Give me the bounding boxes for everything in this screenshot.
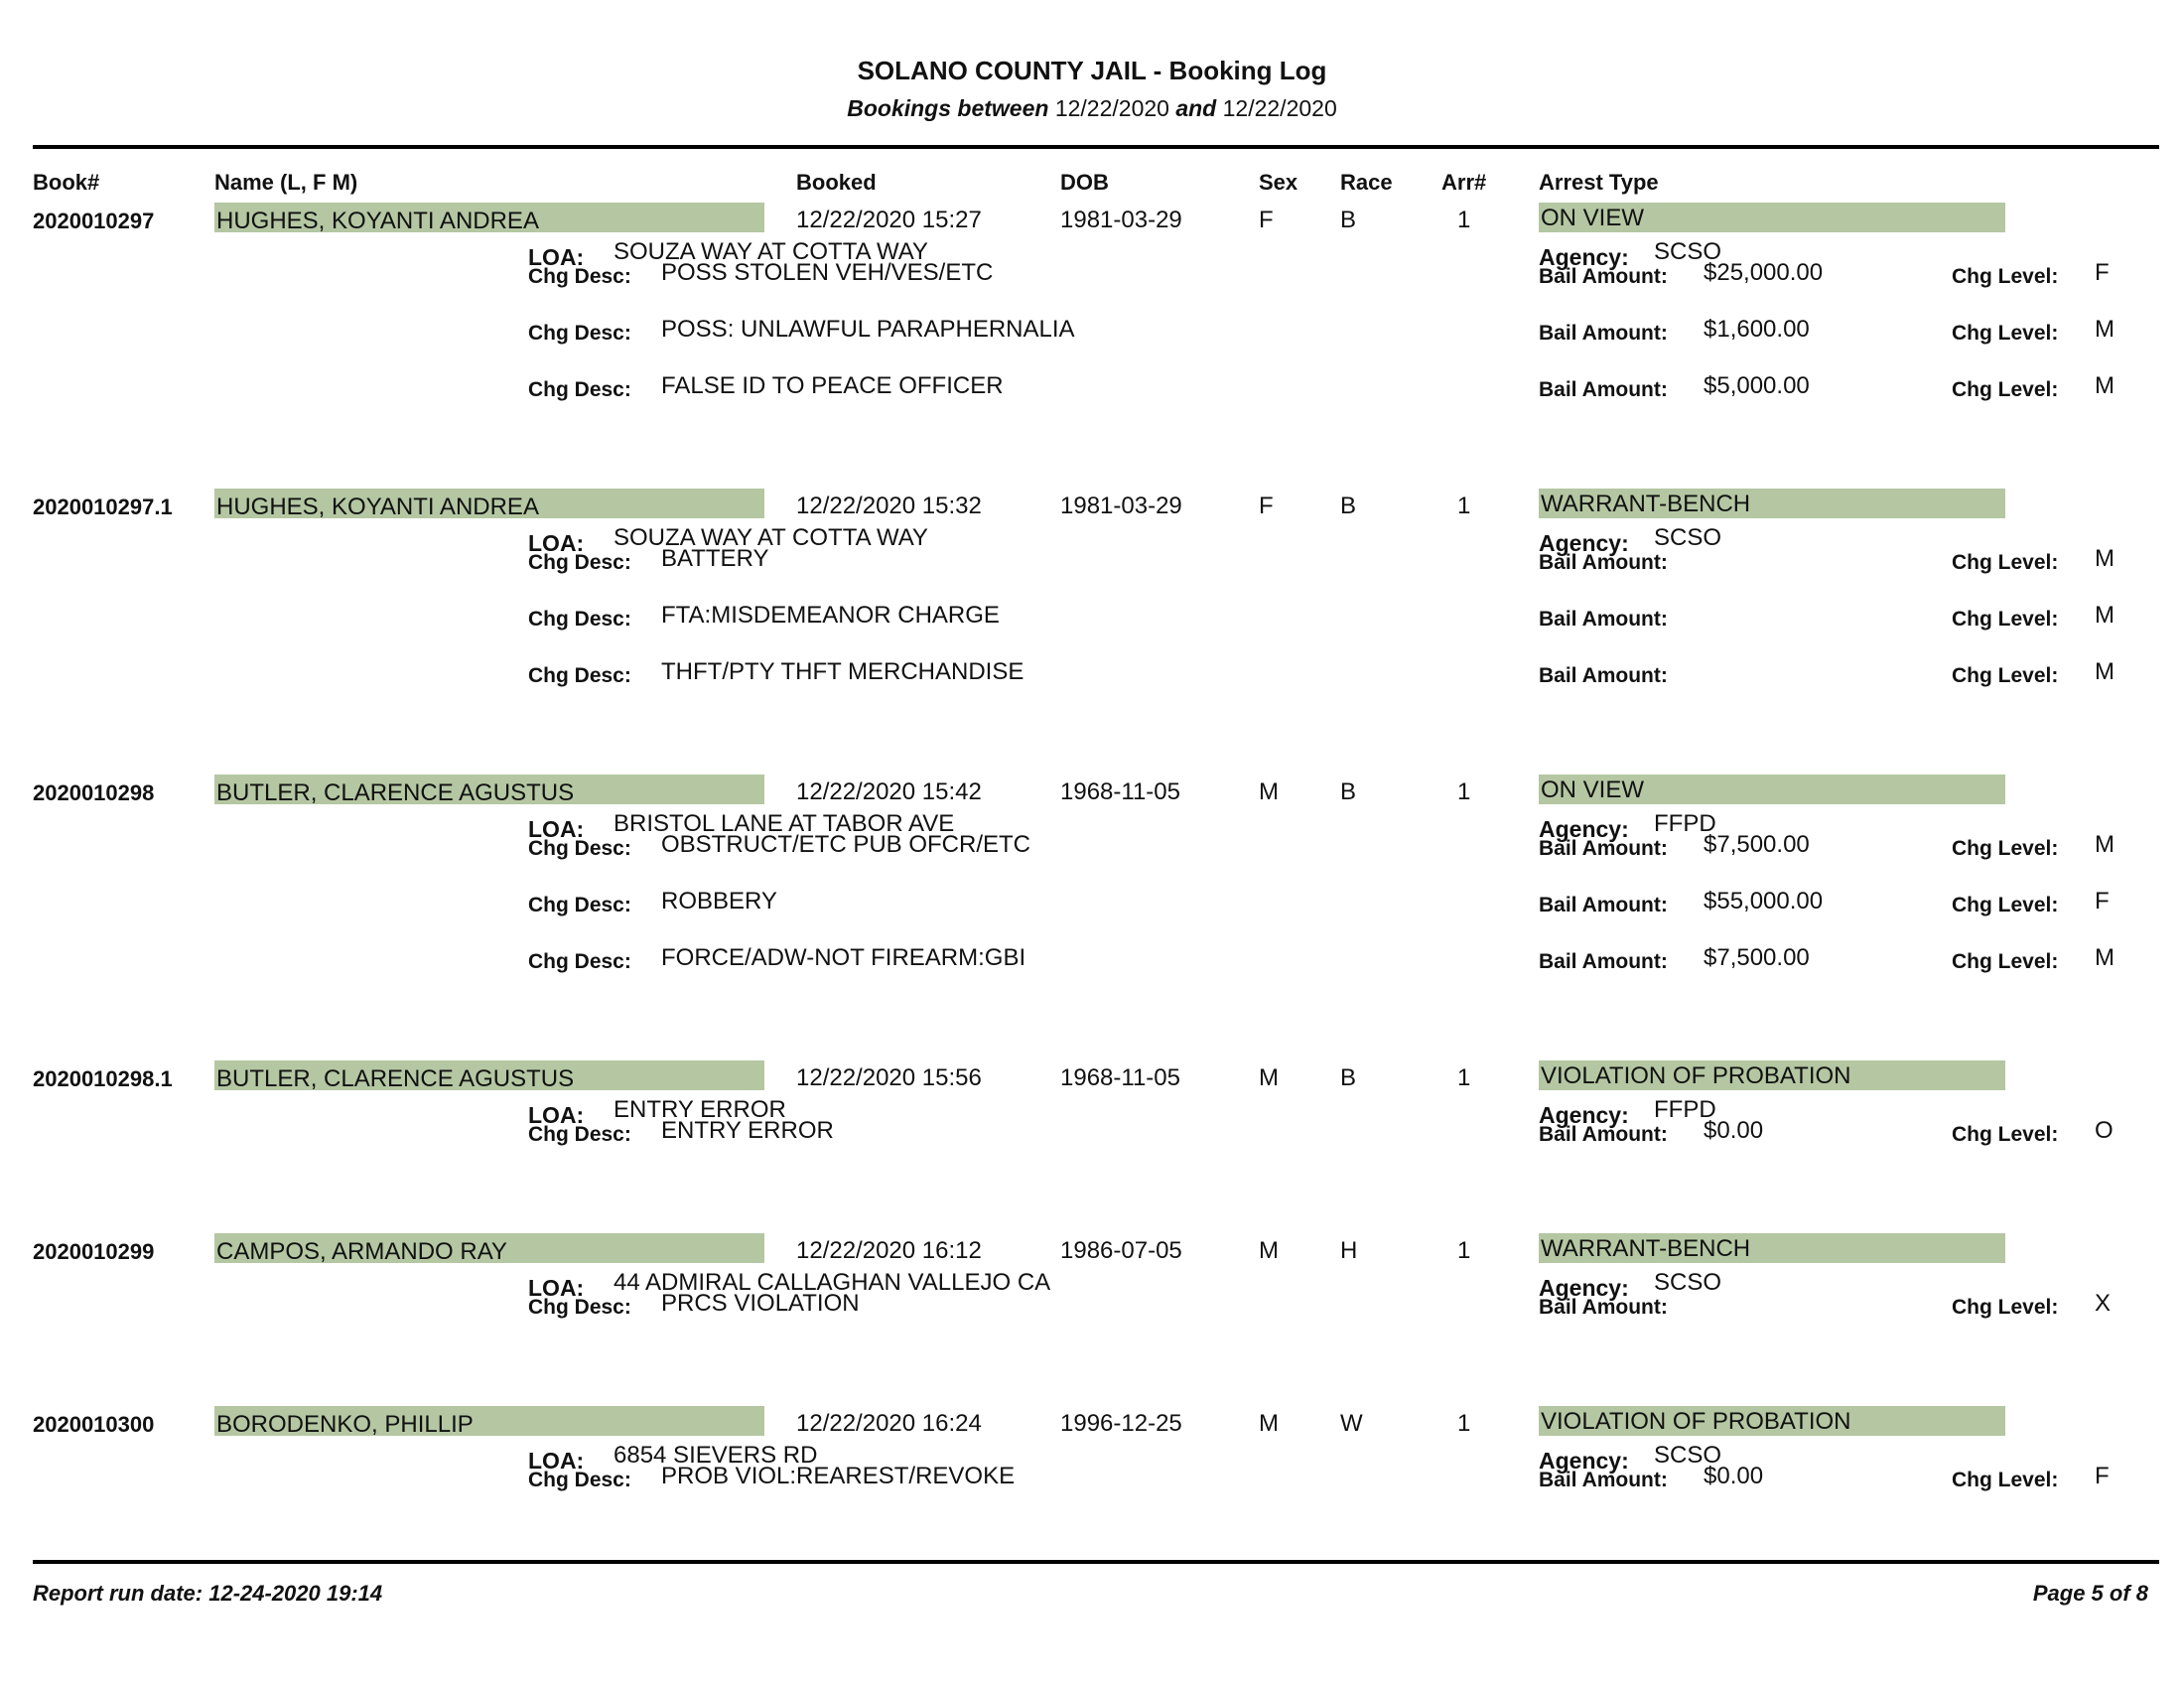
sex-value: M (1259, 1410, 1279, 1437)
loa-value: 6854 SIEVERS RD (614, 1442, 818, 1469)
charge-row (0, 259, 2184, 299)
loa-value: BRISTOL LANE AT TABOR AVE (614, 810, 955, 837)
charge-desc-value: OBSTRUCT/ETC PUB OFCR/ETC (661, 831, 1031, 858)
charge-row (0, 658, 2184, 698)
column-header-race: Race (1340, 170, 1393, 195)
race-value: H (1340, 1237, 1358, 1264)
column-header-sex: Sex (1259, 170, 1298, 195)
booked-datetime: 12/22/2020 16:12 (796, 1237, 982, 1264)
book-number: 2020010298.1 (33, 1066, 173, 1091)
subtitle-and: and (1175, 95, 1217, 121)
charge-level-value: F (2095, 888, 2110, 914)
agency-label: Agency: (1539, 1275, 1629, 1301)
sex-value: M (1259, 778, 1279, 805)
charge-level-value: M (2095, 602, 2115, 629)
sex-value: F (1259, 207, 1274, 233)
date-of-birth: 1968-11-05 (1060, 1064, 1180, 1091)
bail-amount-label: Bail Amount: (1539, 837, 1668, 860)
booked-datetime: 12/22/2020 15:42 (796, 778, 982, 805)
loa-label: LOA: (528, 1448, 585, 1474)
charge-row (0, 1290, 2184, 1330)
book-number: 2020010298 (33, 780, 155, 805)
charge-row (0, 944, 2184, 984)
book-number: 2020010297 (33, 209, 155, 233)
agency-label: Agency: (1539, 1102, 1629, 1128)
charge-desc-value: THFT/PTY THFT MERCHANDISE (661, 658, 1024, 685)
charge-level-value: X (2095, 1290, 2112, 1317)
bail-amount-label: Bail Amount: (1539, 551, 1668, 574)
agency-value: FFPD (1654, 1096, 1716, 1123)
charge-desc-value: FALSE ID TO PEACE OFFICER (661, 372, 1004, 399)
booking-record (0, 491, 2184, 693)
charge-row (0, 831, 2184, 871)
loa-value: SOUZA WAY AT COTTA WAY (614, 238, 928, 265)
footer-divider (33, 1560, 2159, 1564)
inmate-name: BUTLER, CLARENCE AGUSTUS (214, 1060, 764, 1090)
charge-level-label: Chg Level: (1952, 837, 2059, 860)
bail-amount-label: Bail Amount: (1539, 1469, 1668, 1491)
report-title: SOLANO COUNTY JAIL - Booking Log (857, 56, 1327, 85)
charge-level-label: Chg Level: (1952, 950, 2059, 973)
subtitle-prefix: Bookings between (847, 95, 1049, 121)
loa-value: SOUZA WAY AT COTTA WAY (614, 524, 928, 551)
charge-level-label: Chg Level: (1952, 551, 2059, 574)
charge-level-value: M (2095, 372, 2115, 399)
charge-level-label: Chg Level: (1952, 322, 2059, 345)
arrest-number: 1 (1457, 207, 1471, 233)
charge-row (0, 602, 2184, 641)
race-value: W (1340, 1410, 1363, 1437)
charge-desc-label: Chg Desc: (528, 664, 631, 687)
booked-datetime: 12/22/2020 16:24 (796, 1410, 982, 1437)
header-divider (33, 145, 2159, 149)
charge-level-label: Chg Level: (1952, 1123, 2059, 1146)
charge-level-label: Chg Level: (1952, 378, 2059, 401)
column-header-name: Name (L, F M) (214, 170, 358, 195)
bail-amount-label: Bail Amount: (1539, 664, 1668, 687)
charge-desc-value: POSS STOLEN VEH/VES/ETC (661, 259, 994, 286)
charge-desc-label: Chg Desc: (528, 1123, 631, 1146)
charge-level-label: Chg Level: (1952, 664, 2059, 687)
charge-level-label: Chg Level: (1952, 894, 2059, 916)
charge-desc-label: Chg Desc: (528, 265, 631, 288)
bail-amount-value: $25,000.00 (1704, 259, 1824, 286)
charge-desc-value: PRCS VIOLATION (661, 1290, 860, 1317)
charge-level-label: Chg Level: (1952, 1469, 2059, 1491)
date-to: 12/22/2020 (1222, 95, 1337, 121)
charge-desc-label: Chg Desc: (528, 1296, 631, 1319)
agency-value: SCSO (1654, 238, 1722, 265)
bail-amount-value: $1,600.00 (1704, 316, 1810, 343)
bail-amount-value: $0.00 (1704, 1117, 1764, 1144)
column-header-arrest-type: Arrest Type (1539, 170, 1659, 195)
arrest-number: 1 (1457, 1410, 1471, 1437)
race-value: B (1340, 1064, 1357, 1091)
charge-desc-label: Chg Desc: (528, 378, 631, 401)
charge-level-label: Chg Level: (1952, 265, 2059, 288)
race-value: B (1340, 492, 1357, 519)
charge-desc-label: Chg Desc: (528, 551, 631, 574)
book-number: 2020010300 (33, 1412, 155, 1437)
arrest-number: 1 (1457, 492, 1471, 519)
agency-value: SCSO (1654, 1269, 1722, 1296)
arrest-number: 1 (1457, 1237, 1471, 1264)
charge-desc-label: Chg Desc: (528, 837, 631, 860)
bail-amount-label: Bail Amount: (1539, 378, 1668, 401)
sex-value: M (1259, 1064, 1279, 1091)
charge-desc-value: ROBBERY (661, 888, 777, 914)
arrest-number: 1 (1457, 1064, 1471, 1091)
bail-amount-label: Bail Amount: (1539, 894, 1668, 916)
loa-label: LOA: (528, 244, 585, 270)
charge-row (0, 316, 2184, 355)
charge-row (0, 545, 2184, 585)
arrest-type: VIOLATION OF PROBATION (1539, 1060, 2005, 1090)
bail-amount-label: Bail Amount: (1539, 608, 1668, 631)
charge-level-value: M (2095, 944, 2115, 971)
charge-desc-label: Chg Desc: (528, 894, 631, 916)
inmate-name: BUTLER, CLARENCE AGUSTUS (214, 774, 764, 804)
date-of-birth: 1996-12-25 (1060, 1410, 1182, 1437)
report-subtitle (0, 95, 2184, 122)
date-of-birth: 1968-11-05 (1060, 778, 1180, 805)
inmate-name: HUGHES, KOYANTI ANDREA (214, 203, 764, 232)
charge-desc-value: PROB VIOL:REAREST/REVOKE (661, 1463, 1016, 1489)
bail-amount-value: $55,000.00 (1704, 888, 1824, 914)
booking-record (0, 205, 2184, 407)
bail-amount-label: Bail Amount: (1539, 1296, 1668, 1319)
bail-amount-value: $5,000.00 (1704, 372, 1810, 399)
arrest-type: ON VIEW (1539, 774, 2005, 804)
charge-row (0, 888, 2184, 927)
charge-row (0, 372, 2184, 412)
inmate-name: BORODENKO, PHILLIP (214, 1406, 764, 1436)
booked-datetime: 12/22/2020 15:56 (796, 1064, 982, 1091)
sex-value: M (1259, 1237, 1279, 1264)
booking-record (0, 776, 2184, 979)
charge-level-value: M (2095, 831, 2115, 858)
charge-desc-value: FTA:MISDEMEANOR CHARGE (661, 602, 1000, 629)
sex-value: F (1259, 492, 1274, 519)
charge-level-label: Chg Level: (1952, 1296, 2059, 1319)
race-value: B (1340, 207, 1357, 233)
agency-label: Agency: (1539, 816, 1629, 842)
charge-desc-value: FORCE/ADW-NOT FIREARM:GBI (661, 944, 1026, 971)
arrest-type: VIOLATION OF PROBATION (1539, 1406, 2005, 1436)
inmate-name: CAMPOS, ARMANDO RAY (214, 1233, 764, 1263)
column-header-arr: Arr# (1441, 170, 1487, 195)
date-of-birth: 1986-07-05 (1060, 1237, 1182, 1264)
charge-desc-label: Chg Desc: (528, 950, 631, 973)
book-number: 2020010299 (33, 1239, 155, 1264)
booked-datetime: 12/22/2020 15:27 (796, 207, 982, 233)
arrest-type: WARRANT-BENCH (1539, 1233, 2005, 1263)
charge-level-value: M (2095, 316, 2115, 343)
charge-desc-label: Chg Desc: (528, 1469, 631, 1491)
page-number: Page 5 of 8 (2032, 1581, 2148, 1606)
charge-level-value: M (2095, 658, 2115, 685)
arrest-type: ON VIEW (1539, 203, 2005, 232)
inmate-name: HUGHES, KOYANTI ANDREA (214, 489, 764, 518)
loa-value: ENTRY ERROR (614, 1096, 786, 1123)
charge-row (0, 1463, 2184, 1502)
charge-level-value: M (2095, 545, 2115, 572)
booked-datetime: 12/22/2020 15:32 (796, 492, 982, 519)
arrest-number: 1 (1457, 778, 1471, 805)
loa-label: LOA: (528, 1102, 585, 1128)
charge-level-label: Chg Level: (1952, 608, 2059, 631)
loa-label: LOA: (528, 530, 585, 556)
date-of-birth: 1981-03-29 (1060, 207, 1182, 233)
agency-value: SCSO (1654, 1442, 1722, 1469)
loa-label: LOA: (528, 816, 585, 842)
charge-desc-value: ENTRY ERROR (661, 1117, 834, 1144)
charge-desc-label: Chg Desc: (528, 608, 631, 631)
race-value: B (1340, 778, 1357, 805)
bail-amount-value: $7,500.00 (1704, 944, 1810, 971)
column-header-dob: DOB (1060, 170, 1109, 195)
bail-amount-label: Bail Amount: (1539, 950, 1668, 973)
agency-label: Agency: (1539, 244, 1629, 270)
arrest-type: WARRANT-BENCH (1539, 489, 2005, 518)
charge-desc-label: Chg Desc: (528, 322, 631, 345)
charge-row (0, 1117, 2184, 1157)
loa-label: LOA: (528, 1275, 585, 1301)
charge-level-value: O (2095, 1117, 2114, 1144)
column-header-book: Book# (33, 170, 100, 195)
date-from: 12/22/2020 (1054, 95, 1169, 121)
book-number: 2020010297.1 (33, 494, 173, 519)
report-run-date: Report run date: 12-24-2020 19:14 (33, 1581, 383, 1606)
bail-amount-label: Bail Amount: (1539, 1123, 1668, 1146)
loa-value: 44 ADMIRAL CALLAGHAN VALLEJO CA (614, 1269, 1051, 1296)
agency-label: Agency: (1539, 530, 1629, 556)
charge-desc-value: BATTERY (661, 545, 769, 572)
bail-amount-value: $7,500.00 (1704, 831, 1810, 858)
bail-amount-value: $0.00 (1704, 1463, 1764, 1489)
bail-amount-label: Bail Amount: (1539, 322, 1668, 345)
charge-level-value: F (2095, 1463, 2110, 1489)
date-of-birth: 1981-03-29 (1060, 492, 1182, 519)
charge-desc-value: POSS: UNLAWFUL PARAPHERNALIA (661, 316, 1075, 343)
bail-amount-label: Bail Amount: (1539, 265, 1668, 288)
agency-value: FFPD (1654, 810, 1716, 837)
charge-level-value: F (2095, 259, 2110, 286)
agency-value: SCSO (1654, 524, 1722, 551)
agency-label: Agency: (1539, 1448, 1629, 1474)
column-header-booked: Booked (796, 170, 877, 195)
